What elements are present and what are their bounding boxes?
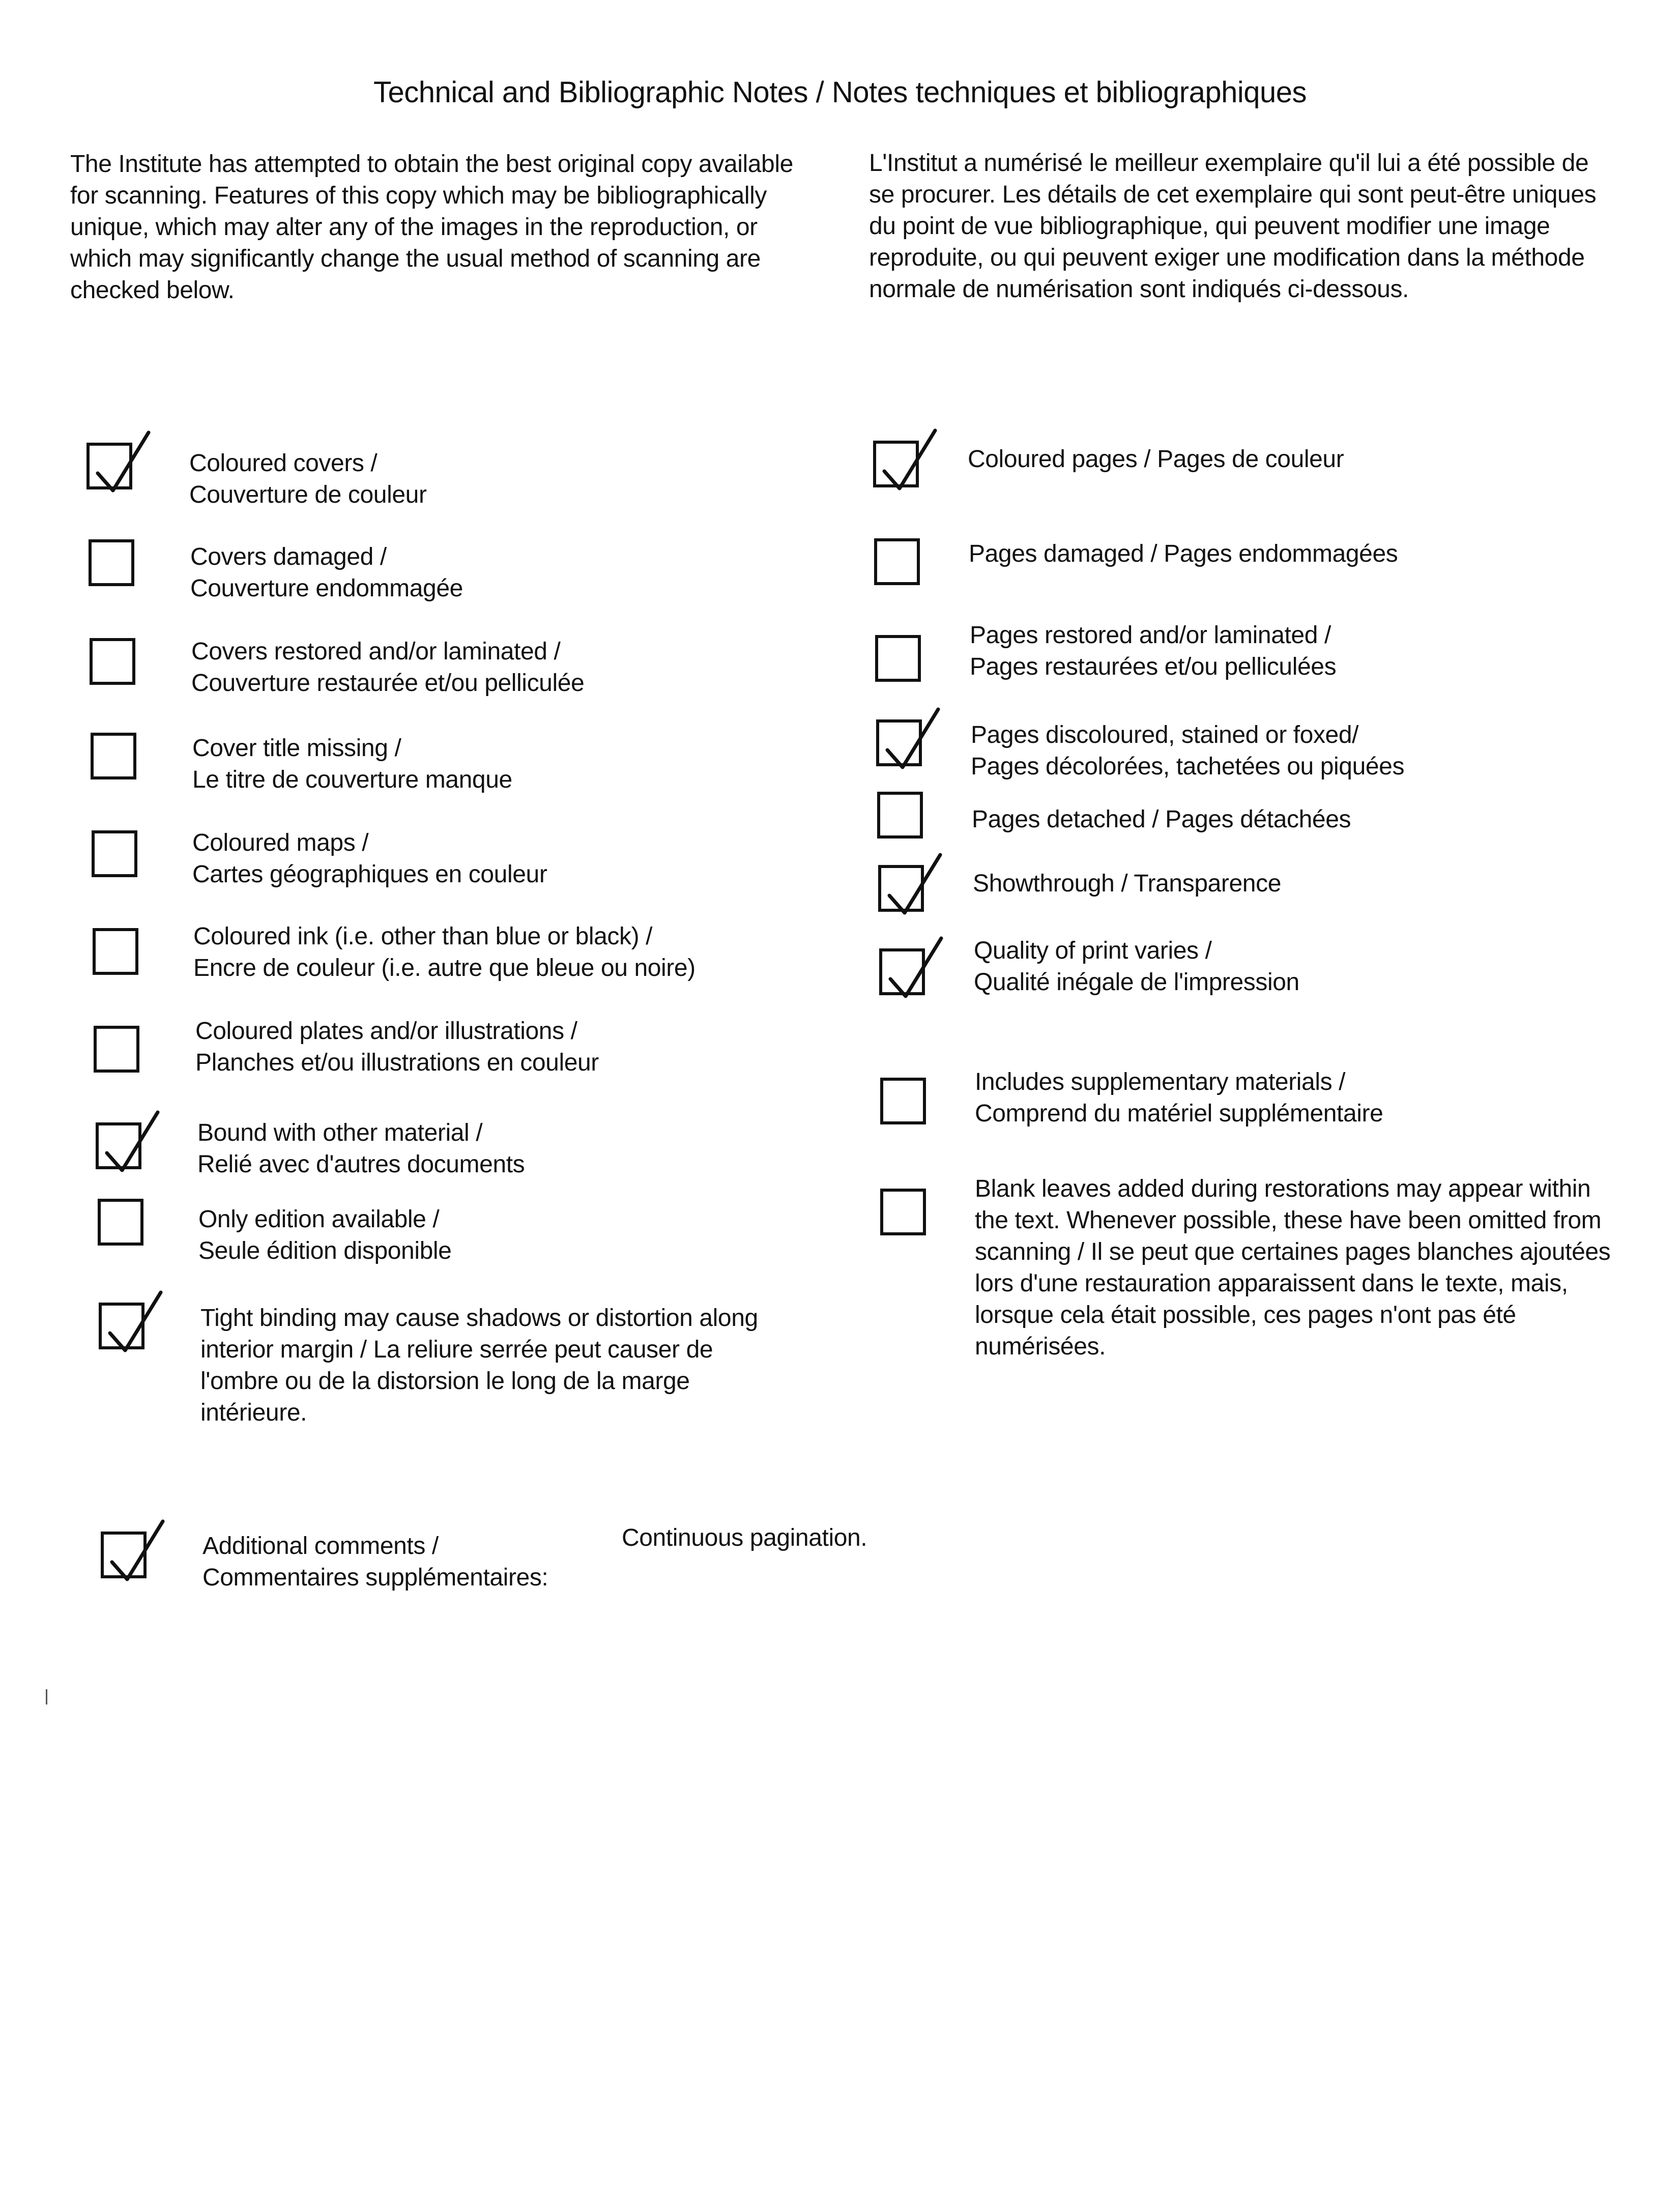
checkbox-pages-damaged[interactable] xyxy=(874,538,920,585)
label-line-french: Qualité inégale de l'impression xyxy=(974,969,1299,996)
label-line: Pages damaged / Pages endommagées xyxy=(969,540,1398,567)
checkbox-coloured-ink[interactable] xyxy=(93,928,138,975)
item-label xyxy=(969,538,1398,570)
label-line-french: Pages décolorées, tachetées ou piquées xyxy=(971,753,1405,780)
checkmark-stroke xyxy=(887,709,938,767)
label-line-french: Cartes géographiques en couleur xyxy=(192,861,547,888)
label-line-french: Commentaires supplémentaires: xyxy=(202,1564,548,1591)
item-label xyxy=(193,921,696,984)
label-line-english: Coloured plates and/or illustrations / xyxy=(195,1018,577,1045)
label-line-english: Covers restored and/or laminated / xyxy=(191,638,561,665)
checkbox-additional-comments[interactable] xyxy=(101,1532,147,1578)
label-line-french: Relié avec d'autres documents xyxy=(197,1151,525,1178)
checkmark-stroke xyxy=(889,855,940,913)
label-line-english: Pages discoloured, stained or foxed/ xyxy=(971,721,1359,748)
item-label xyxy=(191,636,584,699)
checkmark-icon xyxy=(876,707,947,773)
checkmark-icon xyxy=(101,1519,172,1585)
label-line-french: Couverture restaurée et/ou pelliculée xyxy=(191,670,585,697)
checkbox-covers-damaged[interactable] xyxy=(89,539,134,586)
item-label xyxy=(192,733,512,796)
checkmark-stroke xyxy=(107,1112,158,1170)
checkbox-pages-discoloured[interactable] xyxy=(876,719,922,766)
checkmark-icon xyxy=(99,1290,170,1356)
label-line-french: Le titre de couverture manque xyxy=(192,766,512,793)
checkmark-icon xyxy=(96,1110,167,1176)
item-label xyxy=(195,1016,599,1079)
checkmark-stroke xyxy=(112,1521,163,1579)
label-line-english: Coloured covers / xyxy=(189,450,378,477)
item-label: Blank leaves added during restorations may appear within the text. Whenever possible, these have been omitted from scanning / Il se peut que certaines pages blanches ajoutées lors d'une restauration apparaissent dans le texte, mais, lorsque cela était possible, ces pages n'ont pas été numérisées. xyxy=(975,1175,1611,1360)
checkbox-coloured-plates[interactable] xyxy=(94,1026,139,1073)
label-line-french: Encre de couleur (i.e. autre que bleue ou noire) xyxy=(193,955,696,981)
item-label xyxy=(202,1530,548,1594)
item-label xyxy=(974,935,1299,998)
checkbox-coloured-maps[interactable] xyxy=(92,830,137,877)
checkmark-icon xyxy=(873,428,944,495)
label-line-english: Includes supplementary materials / xyxy=(975,1068,1346,1095)
item-label xyxy=(970,620,1336,683)
intro-english: The Institute has attempted to obtain the best original copy available for scanning. Features of this copy which may be bibliographically unique, which may alter any of the images in the reproduction, or which may significantly change the usual method of scanning are checked below. xyxy=(70,151,793,304)
label-line-english: Pages restored and/or laminated / xyxy=(970,622,1331,649)
checkbox-pages-detached[interactable] xyxy=(877,792,923,839)
checkbox-coloured-covers[interactable] xyxy=(86,443,132,489)
label-line-french: Pages restaurées et/ou pelliculées xyxy=(970,653,1337,680)
label-line-english: Covers damaged / xyxy=(190,543,387,570)
label-line-english: Coloured ink (i.e. other than blue or black) / xyxy=(193,923,653,950)
checkmark-stroke xyxy=(884,430,935,488)
item-label xyxy=(197,1117,525,1180)
checkbox-bound-with-other-material[interactable] xyxy=(96,1122,141,1169)
label-line-english: Bound with other material / xyxy=(197,1119,483,1146)
label-line-french: Couverture de couleur xyxy=(189,481,427,508)
label-line-english: Cover title missing / xyxy=(192,735,401,762)
item-label xyxy=(198,1204,451,1267)
label-line-french: Comprend du matériel supplémentaire xyxy=(975,1100,1383,1127)
checkmark-icon xyxy=(879,936,950,1002)
label-line: Coloured pages / Pages de couleur xyxy=(968,446,1344,473)
checkbox-coloured-pages[interactable] xyxy=(873,441,919,487)
item-label xyxy=(972,804,1351,835)
item-label xyxy=(975,1066,1383,1130)
checkbox-showthrough[interactable] xyxy=(878,865,924,912)
checkbox-cover-title-missing[interactable] xyxy=(91,733,136,779)
label-line-french: Planches et/ou illustrations en couleur xyxy=(195,1049,599,1076)
label-line-english: Quality of print varies / xyxy=(974,937,1212,964)
label-line-french: Seule édition disponible xyxy=(198,1237,452,1264)
label-line-english: Coloured maps / xyxy=(192,829,369,856)
item-label xyxy=(192,827,547,890)
item-label xyxy=(971,719,1404,783)
item-label xyxy=(968,444,1344,475)
label-line-french: Couverture endommagée xyxy=(190,575,463,602)
item-label xyxy=(190,541,463,604)
checkmark-icon xyxy=(878,853,949,919)
checkbox-tight-binding[interactable] xyxy=(99,1303,144,1349)
checkbox-supplementary-materials[interactable] xyxy=(880,1078,926,1124)
item-label: Tight binding may cause shadows or distortion along interior margin / La reliure serrée peut causer de l'ombre ou de la distorsion le long de la marge intérieure. xyxy=(200,1305,758,1426)
checkbox-pages-restored[interactable] xyxy=(875,635,921,682)
additional-comments-value: Continuous pagination. xyxy=(622,1524,867,1551)
checkmark-stroke xyxy=(110,1292,161,1350)
scan-artifact-mark xyxy=(46,1689,47,1704)
item-label xyxy=(973,868,1281,900)
label-line-english: Only edition available / xyxy=(198,1206,440,1233)
checkmark-icon xyxy=(86,430,158,497)
checkbox-blank-leaves-added[interactable] xyxy=(880,1189,926,1235)
label-line-english: Additional comments / xyxy=(202,1533,439,1559)
label-line: Pages detached / Pages détachées xyxy=(972,806,1351,833)
label-line: Showthrough / Transparence xyxy=(973,870,1281,897)
checkbox-quality-of-print[interactable] xyxy=(879,948,925,995)
checkbox-covers-restored[interactable] xyxy=(90,638,135,685)
checkmark-stroke xyxy=(890,938,941,996)
checkbox-only-edition-available[interactable] xyxy=(98,1199,143,1246)
intro-french: L'Institut a numérisé le meilleur exemplaire qu'il lui a été possible de se procurer. Les détails de cet exemplaire qui sont peut-être uniques du point de vue bibliographique, qui peuvent modifier une image reproduite, ou qui peuvent exiger une modification dans la méthode normale de numérisation sont indiqués ci-dessous. xyxy=(869,150,1597,303)
item-label xyxy=(189,448,427,511)
checkmark-stroke xyxy=(98,432,149,490)
page-title: Technical and Bibliographic Notes / Notes techniques et bibliographiques xyxy=(373,76,1307,109)
